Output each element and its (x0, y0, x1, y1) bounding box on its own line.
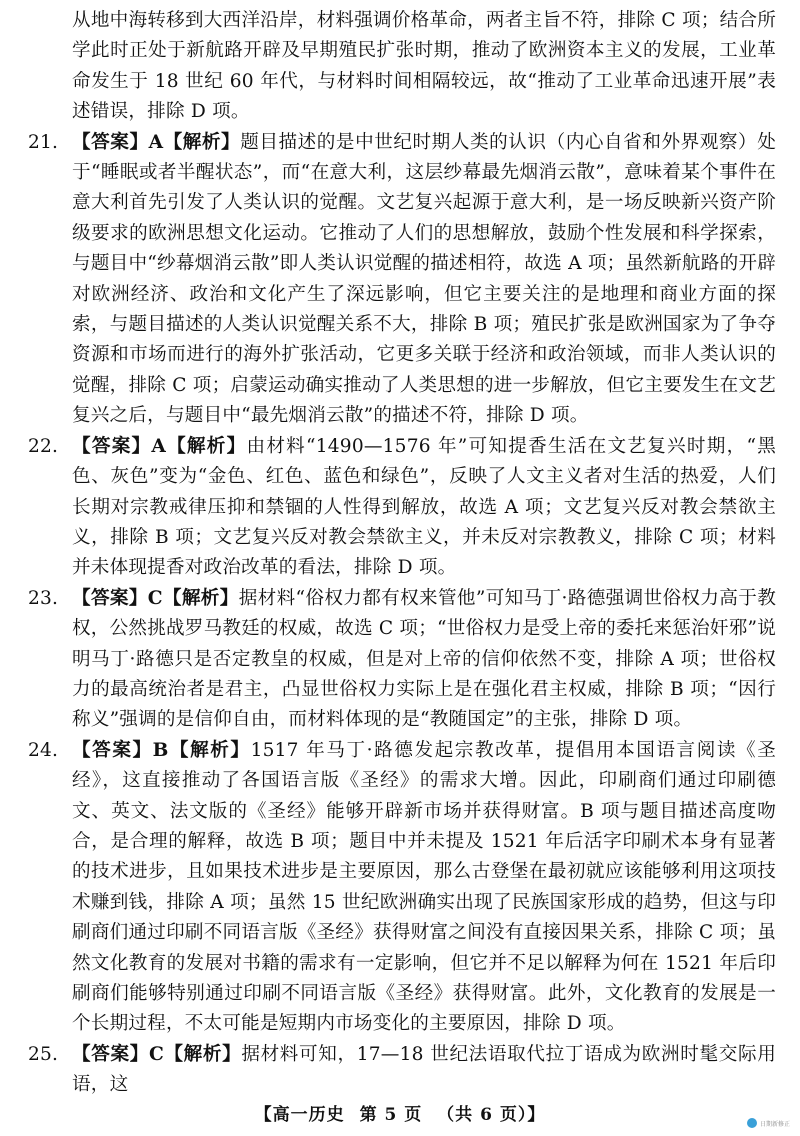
answer-item-21 (28, 128, 776, 432)
watermark-label: 日期新修正 (759, 1120, 790, 1128)
watermark (747, 1118, 790, 1128)
answer-tag: 【答案】C【解析】 (72, 1043, 242, 1065)
explanation-text: 1517 年马丁·路德发起宗教改革，提倡用本国语言阅读《圣经》，这直接推动了各国语言版《圣经》的需求大增。因此，印刷商们通过印刷德文、英文、法文版的《圣经》能够开辟新市场并获得财富。B 项与题目描述高度吻合，是合理的解释，故选 B 项；题目中并未提及 1521 年后活字印刷术本身有显著的技术进步，且如果技术进步是主要原因，那么古登堡在最初就应该能够利用这项技术赚到钱，排除 A 项；虽然 15 世纪欧洲确实出现了民族国家形成的趋势，但这与印刷商们通过印刷不同语言版《圣经》获得财富之间没有直接因果关系，排除 C 项；虽然文化教育的发展对书籍的需求有一定影响，但它并不足以解释为何在 1521 年后印刷商们能够特别通过印刷不同语言版《圣经》获得财富。此外，文化教育的发展是一个长期过程，不太可能是短期内市场变化的主要原因，排除 D 项。 (72, 739, 776, 1035)
answer-item-25 (28, 1040, 776, 1101)
explanation-text: 据材料可知，17—18 世纪法语取代拉丁语成为欧洲时髦交际用语，这 (72, 1043, 776, 1096)
item-number: 25. (28, 1043, 59, 1065)
footer-page-total: （共 6 页）】 (437, 1105, 546, 1125)
continuation-paragraph: 从地中海转移到大西洋沿岸，材料强调价格革命，两者主旨不符，排除 C 项；结合所学此时正处于新航路开辟及早期殖民扩张时期，推动了欧洲资本主义的发展，工业革命发生于 18 世纪 60 年代，与材料时间相隔较远，故“推动了工业革命迅速开展”表述错误，排除 D 项。 (72, 10, 776, 123)
explanation-text: 据材料“俗权力都有权来管他”可知马丁·路德强调世俗权力高于教权，公然挑战罗马教廷的权威，故选 C 项；“世俗权力是受上帝的委托来惩治奸邪”说明马丁·路德只是否定教皇的权威，但是对上帝的信仰依然不变，排除 A 项；世俗权力的最高统治者是君主，凸显世俗权力实际上是在强化君主权威，排除 B 项；“因行称义”强调的是信仰自由，而材料体现的是“教随国定”的主张，排除 D 项。 (72, 587, 776, 731)
explanation-text: 题目描述的是中世纪时期人类的认识（内心自省和外界观察）处于“睡眠或者半醒状态”，而“在意大利，这层纱幕最先烟消云散”，意味着某个事件在意大利首先引发了人类认识的觉醒。文艺复兴起源于意大利，是一场反映新兴资产阶级要求的欧洲思想文化运动。它推动了人们的思想解放，鼓励个性发展和科学探索，与题目中“纱幕烟消云散”即人类认识觉醒的描述相符，故选 A 项；虽然新航路的开辟对欧洲经济、政治和文化产生了深远影响，但它主要关注的是地理和商业方面的探索，与题目描述的人类认识觉醒关系不大，排除 B 项；殖民扩张是欧洲国家为了争夺资源和市场而进行的海外扩张活动，它更多关联于经济和政治领域，而非人类认识的觉醒，排除 C 项；启蒙运动确实推动了人类思想的进一步解放，但它主要发生在文艺复兴之后，与题目中“最先烟消云散”的描述不符，排除 D 项。 (72, 131, 776, 427)
answer-tag: 【答案】A【解析】 (72, 435, 247, 457)
footer-subject: 【高一历史 (254, 1105, 345, 1125)
answer-tag: 【答案】A【解析】 (72, 131, 241, 153)
item-number: 24. (28, 739, 59, 761)
answer-item-23 (28, 584, 776, 736)
footer-page-number: 第 5 页 (359, 1105, 423, 1125)
item-number: 23. (28, 587, 59, 609)
answer-item-24 (28, 736, 776, 1040)
document-page (28, 6, 776, 1101)
answer-tag: 【答案】C【解析】 (72, 587, 239, 609)
item-number: 22. (28, 435, 59, 457)
page-footer (0, 1100, 800, 1125)
answer-tag: 【答案】B【解析】 (72, 739, 251, 761)
item-number: 21. (28, 131, 59, 153)
watermark-logo-icon (747, 1118, 757, 1128)
answer-item-22 (28, 432, 776, 584)
explanation-text: 由材料“1490—1576 年”可知提香生活在文艺复兴时期，“黑色、灰色”变为“金色、红色、蓝色和绿色”，反映了人文主义者对生活的热爱，人们长期对宗教戒律压抑和禁锢的人性得到解放，故选 A 项；文艺复兴反对教会禁欲主义，排除 B 项；文艺复兴反对教会禁欲主义，并未反对宗教教义，排除 C 项；材料并未体现提香对政治改革的看法，排除 D 项。 (72, 435, 776, 579)
